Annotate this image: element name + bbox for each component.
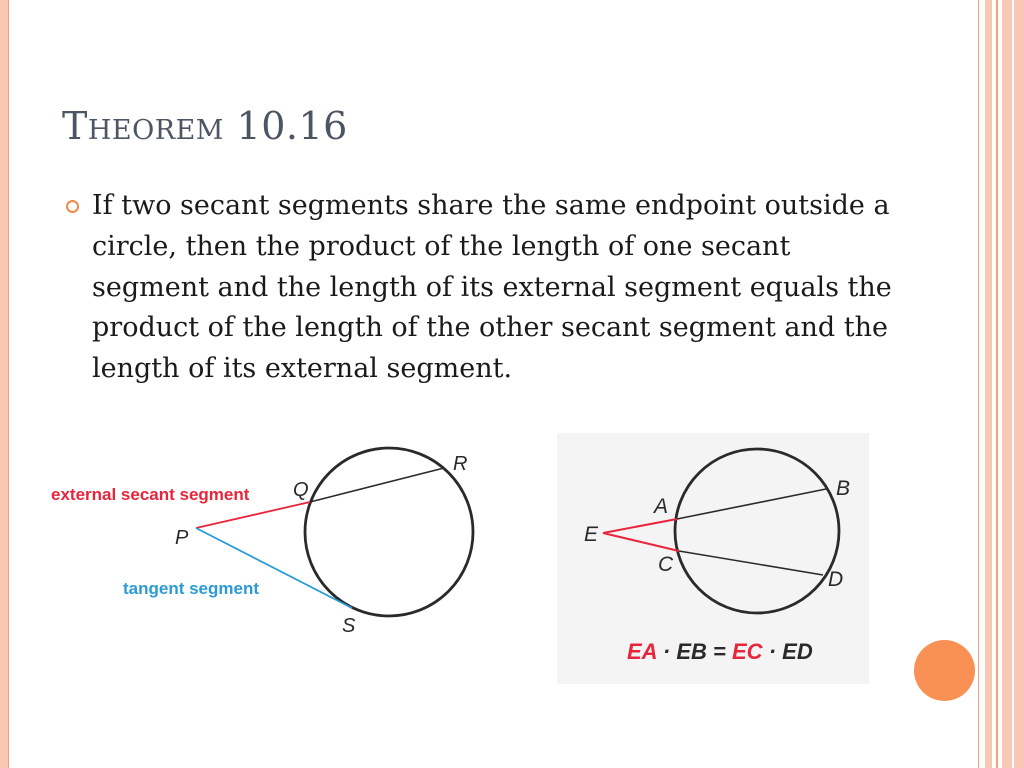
right-border-stripe-2 — [985, 0, 992, 768]
eq-equals: = — [713, 639, 726, 664]
eq-term-eb: EB — [676, 639, 707, 664]
slide-title — [62, 104, 348, 148]
title-number: 10.16 — [236, 104, 348, 148]
eq-term-ea: EA — [627, 639, 657, 664]
point-label-c: C — [658, 553, 674, 576]
right-border-stripe-3 — [996, 0, 998, 768]
title-initial: T — [62, 104, 88, 148]
title-word: heorem — [87, 104, 224, 148]
left-circle — [305, 448, 473, 616]
eq-dot-2: · — [768, 639, 777, 664]
right-border-stripe-4 — [1002, 0, 1012, 768]
left-border-decoration — [0, 0, 8, 768]
secant-tangent-diagram — [40, 440, 500, 650]
right-border-stripe-5 — [1014, 0, 1024, 768]
label-external-secant-segment: external secant segment — [51, 485, 250, 504]
point-label-a: A — [654, 495, 669, 518]
decorative-orange-circle — [914, 640, 975, 701]
bullet-icon — [66, 200, 79, 213]
eq-term-ec: EC — [732, 639, 763, 664]
two-secants-diagram — [557, 433, 869, 684]
point-label-p: P — [175, 527, 189, 549]
label-tangent-segment: tangent segment — [123, 579, 260, 598]
point-label-q: Q — [293, 479, 309, 501]
point-label-b: B — [836, 477, 851, 500]
eq-term-ed: ED — [782, 639, 813, 664]
external-secant-segment — [196, 502, 310, 528]
right-border-stripe-1 — [978, 0, 979, 768]
point-label-e: E — [584, 523, 599, 546]
point-label-s: S — [342, 615, 356, 637]
eq-dot-1: · — [662, 639, 671, 664]
theorem-statement: If two secant segments share the same endpoint outside a circle, then the product of the length of one secant segment and the length of its external segment equals the product of the length of the other secant segment and the length of its external segment. — [92, 190, 892, 385]
power-of-point-equation — [627, 639, 813, 664]
point-label-r: R — [453, 453, 468, 475]
point-label-d: D — [828, 568, 844, 591]
